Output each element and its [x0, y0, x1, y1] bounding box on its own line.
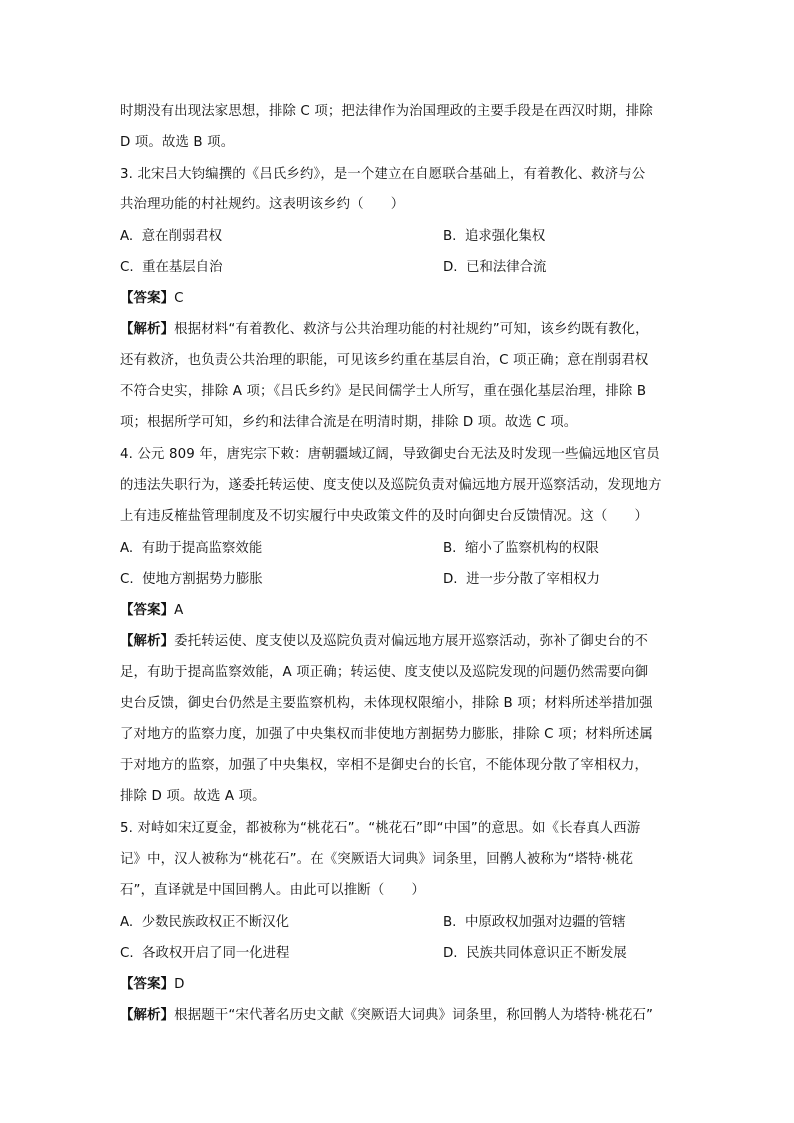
- question-4-analysis: 史台反馈，御史台仍然是主要监察机构，未体现权限缩小，排除 B 项；材料所述举措加强: [120, 696, 653, 711]
- question-5-stem: 记》中，汉人被称为“桃花石”。在《突厥语大词典》词条里，回鹘人被称为“塔特·桃花: [120, 852, 634, 867]
- question-3-analysis: 项；根据所学可知，乡约和法律合流是在明清时期，排除 D 项。故选 C 项。: [120, 415, 578, 430]
- question-5-analysis: 【解析】根据题干“宋代著名历史文献《突厥语大词典》词条里，称回鹘人为塔特·桃花石”: [120, 1008, 654, 1023]
- question-5-option-a: A. 少数民族政权正不断汉化: [120, 915, 289, 930]
- question-3-analysis: 不符合史实，排除 A 项；《吕氏乡约》是民间儒学士人所写，重在强化基层治理，排除 B: [120, 384, 647, 399]
- question-3-option-a: A. 意在削弱君权: [120, 229, 223, 244]
- question-3-option-c: C. 重在基层自治: [120, 260, 223, 275]
- question-3-answer: 【答案】C: [120, 291, 184, 306]
- question-4-option-a: A. 有助于提高监察效能: [120, 541, 263, 556]
- question-5-option-d: D. 民族共同体意识正不断发展: [443, 946, 627, 961]
- question-4-option-d: D. 进一步分散了宰相权力: [443, 572, 600, 587]
- question-4-analysis: 足，有助于提高监察效能，A 项正确；转运使、度支使以及巡院发现的问题仍然需要向御: [120, 665, 649, 680]
- question-5-option-c: C. 各政权开启了同一化进程: [120, 946, 290, 961]
- question-4-analysis: 排除 D 项。故选 A 项。: [120, 789, 266, 804]
- continuation-line: 时期没有出现法家思想，排除 C 项；把法律作为治国理政的主要手段是在西汉时期，排除: [120, 104, 653, 119]
- question-5-option-b: B. 中原政权加强对边疆的管辖: [443, 915, 626, 930]
- question-4-option-b: B. 缩小了监察机构的权限: [443, 541, 599, 556]
- question-3-stem: 3. 北宋吕大钧编撰的《吕氏乡约》，是一个建立在自愿联合基础上，有着教化、救济与公: [120, 167, 646, 182]
- question-4-stem: 4. 公元 809 年，唐宪宗下敕：唐朝疆域辽阔，导致御史台无法及时发现一些偏远地区官员: [120, 447, 660, 462]
- question-4-analysis: 了对地方的监察力度，加强了中央集权而非使地方割据势力膨胀，排除 C 项；材料所述属: [120, 727, 653, 742]
- question-5-answer: 【答案】D: [120, 977, 185, 992]
- question-5-stem: 石”，直译就是中国回鹘人。由此可以推断（ ）: [120, 883, 425, 898]
- question-4-analysis: 于对地方的监察，加强了中央集权，宰相不是御史台的长官，不能体现分散了宰相权力，: [120, 758, 649, 773]
- continuation-line: D 项。故选 B 项。: [120, 135, 235, 150]
- question-4-stem: 的违法失职行为，遂委托转运使、度支使以及巡院负责对偏远地方展开巡察活动，发现地方: [120, 478, 662, 493]
- question-4-analysis: 【解析】委托转运使、度支使以及巡院负责对偏远地方展开巡察活动，弥补了御史台的不: [120, 634, 649, 649]
- question-3-analysis: 【解析】根据材料“有着教化、救济与公共治理功能的村社规约”可知，该乡约既有教化，: [120, 322, 649, 337]
- question-3-stem: 共治理功能的村社规约。这表明该乡约（ ）: [120, 197, 405, 212]
- question-4-answer: 【答案】A: [120, 603, 184, 618]
- question-5-stem: 5. 对峙如宋辽夏金，都被称为“桃花石”。“桃花石”即“中国”的意思。如《长春真人西游: [120, 821, 641, 836]
- question-3-analysis: 还有救济，也负责公共治理的职能，可见该乡约重在基层自治，C 项正确；意在削弱君权: [120, 353, 649, 368]
- question-3-option-b: B. 追求强化集权: [443, 229, 546, 244]
- question-4-stem: 上有违反榷盐管理制度及不切实履行中央政策文件的及时向御史台反馈情况。这（ ）: [120, 509, 649, 524]
- question-3-option-d: D. 已和法律合流: [443, 260, 547, 275]
- question-4-option-c: C. 使地方割据势力膨胀: [120, 572, 263, 587]
